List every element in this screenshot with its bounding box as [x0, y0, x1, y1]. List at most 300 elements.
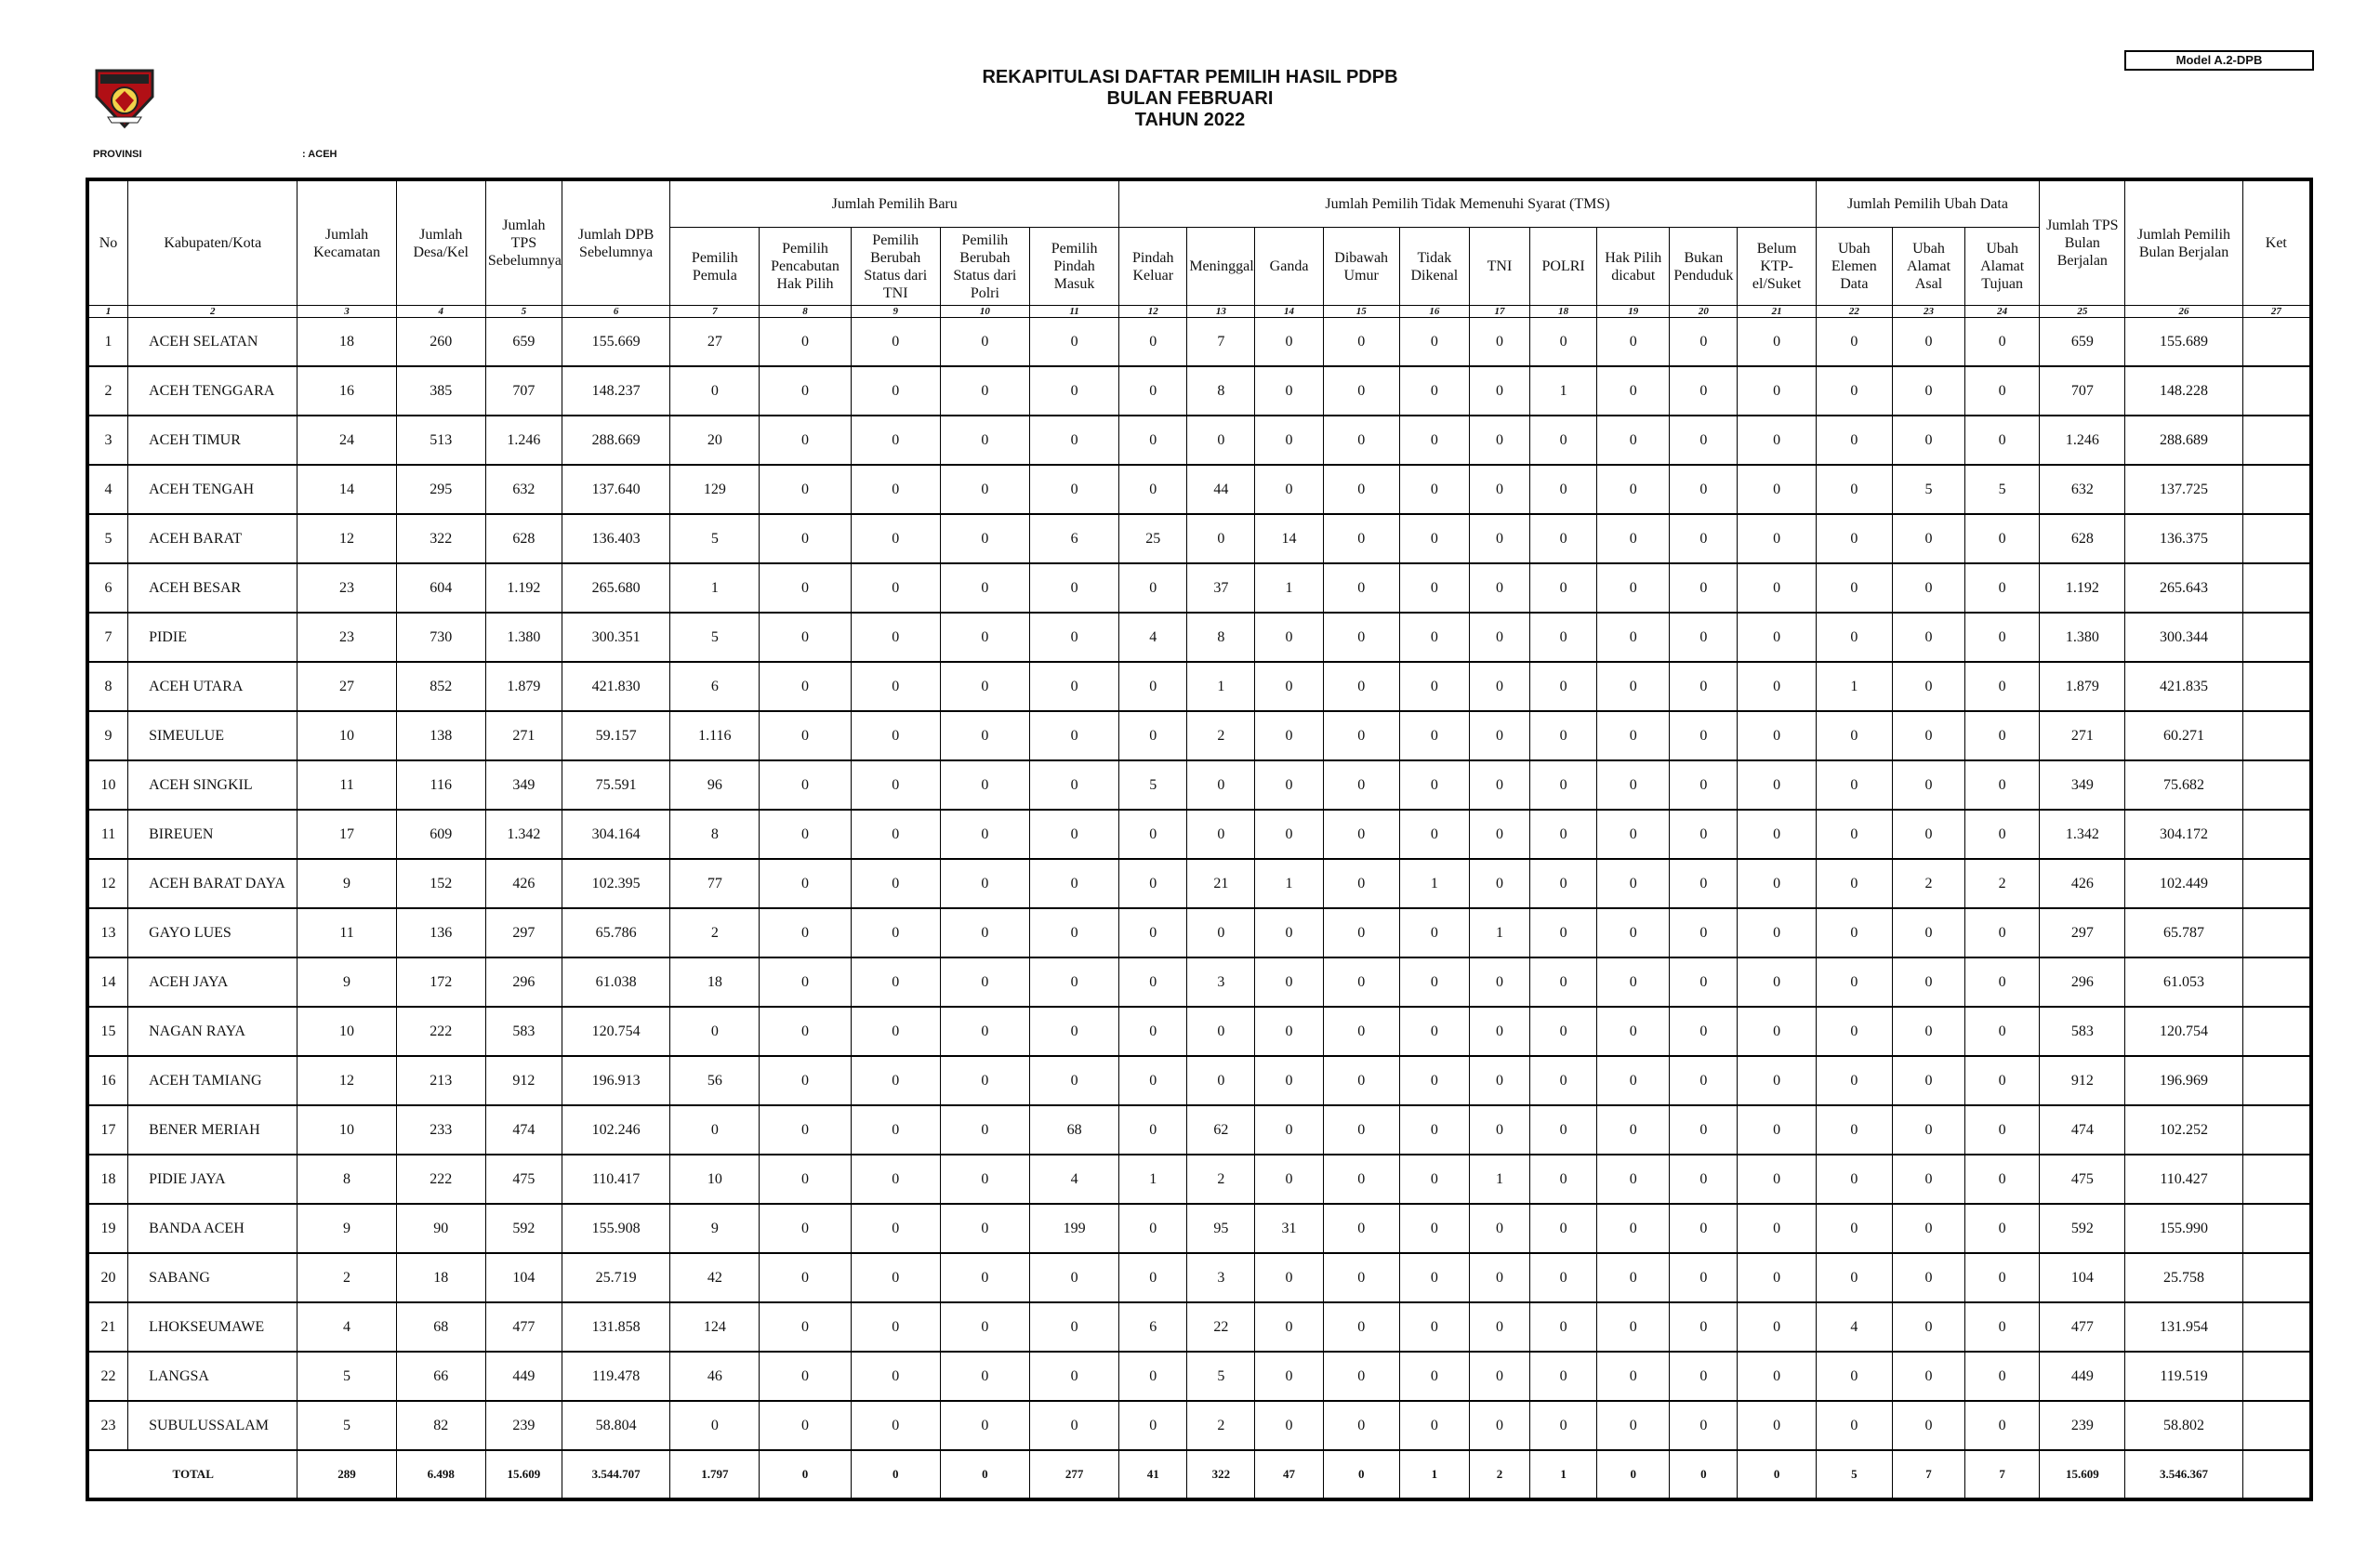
- table-cell: 10: [298, 1007, 396, 1056]
- table-cell: 421.835: [2125, 662, 2242, 711]
- table-cell: 31: [1255, 1204, 1323, 1253]
- table-cell: 119.478: [562, 1352, 669, 1401]
- table-cell: 172: [396, 957, 485, 1007]
- table-cell: 120.754: [562, 1007, 669, 1056]
- kabupaten-name-cell: ACEH BESAR: [128, 563, 298, 613]
- table-cell: 1: [1530, 366, 1597, 416]
- table-cell: 0: [940, 318, 1029, 367]
- table-cell: 0: [1255, 416, 1323, 465]
- table-cell: 1.246: [2040, 416, 2125, 465]
- table-cell: 23: [89, 1401, 128, 1450]
- provinsi-label: PROVINSI: [93, 149, 142, 160]
- kabupaten-name-cell: BIREUEN: [128, 810, 298, 859]
- column-number: 15: [1323, 306, 1399, 318]
- table-row: [89, 957, 2310, 1007]
- table-cell: 0: [1323, 318, 1399, 367]
- table-cell: 44: [1187, 465, 1255, 514]
- table-cell: [2242, 908, 2309, 957]
- col-header: POLRI: [1530, 228, 1597, 306]
- table-cell: 583: [485, 1007, 562, 1056]
- table-cell: 120.754: [2125, 1007, 2242, 1056]
- table-cell: 0: [1530, 613, 1597, 662]
- title-line-1: REKAPITULASI DAFTAR PEMILIH HASIL PDPB: [982, 67, 1398, 87]
- table-cell: 18: [670, 957, 760, 1007]
- table-cell: 1: [1255, 563, 1323, 613]
- table-cell: 2: [298, 1253, 396, 1302]
- table-cell: 11: [298, 908, 396, 957]
- table-cell: [2242, 1007, 2309, 1056]
- table-cell: 583: [2040, 1007, 2125, 1056]
- table-cell: [2242, 1302, 2309, 1352]
- table-cell: 0: [1469, 1352, 1529, 1401]
- table-cell: 0: [851, 1007, 940, 1056]
- table-cell: 0: [1323, 1155, 1399, 1204]
- table-cell: 912: [485, 1056, 562, 1105]
- table-cell: 5: [89, 514, 128, 563]
- table-cell: 0: [1738, 662, 1816, 711]
- table-row: [89, 1302, 2310, 1352]
- table-cell: 1: [1399, 859, 1469, 908]
- table-cell: 0: [1323, 810, 1399, 859]
- table-cell: 0: [1255, 1401, 1323, 1450]
- table-cell: 0: [1119, 711, 1187, 760]
- table-cell: 0: [940, 908, 1029, 957]
- table-cell: 0: [1530, 465, 1597, 514]
- table-cell: 0: [1530, 711, 1597, 760]
- table-row: [89, 1401, 2310, 1450]
- table-cell: 0: [851, 1155, 940, 1204]
- table-cell: 61.038: [562, 957, 669, 1007]
- table-cell: 75.682: [2125, 760, 2242, 810]
- provinsi-value: : ACEH: [302, 149, 337, 160]
- table-cell: 0: [1816, 465, 1892, 514]
- table-cell: 3: [1187, 1253, 1255, 1302]
- table-cell: 0: [1892, 1204, 1964, 1253]
- table-cell: 10: [670, 1155, 760, 1204]
- table-cell: 0: [1469, 366, 1529, 416]
- table-cell: 0: [1965, 908, 2040, 957]
- table-cell: 25.719: [562, 1253, 669, 1302]
- table-cell: 0: [1597, 662, 1670, 711]
- column-number: 23: [1892, 306, 1964, 318]
- column-number-row: [89, 306, 2310, 318]
- table-cell: 322: [396, 514, 485, 563]
- table-cell: 0: [760, 1352, 851, 1401]
- table-cell: 0: [1816, 1155, 1892, 1204]
- table-cell: 0: [1892, 908, 1964, 957]
- table-cell: 0: [1029, 1253, 1118, 1302]
- kabupaten-name-cell: ACEH TENGGARA: [128, 366, 298, 416]
- table-cell: 0: [1670, 859, 1738, 908]
- table-cell: 17: [89, 1105, 128, 1155]
- table-cell: 1.380: [2040, 613, 2125, 662]
- table-cell: 196.969: [2125, 1056, 2242, 1105]
- table-cell: 300.351: [562, 613, 669, 662]
- table-cell: 0: [1323, 662, 1399, 711]
- table-cell: 8: [89, 662, 128, 711]
- col-header: Ket: [2242, 181, 2309, 306]
- table-cell: 475: [2040, 1155, 2125, 1204]
- table-cell: 385: [396, 366, 485, 416]
- table-cell: 1.879: [2040, 662, 2125, 711]
- total-cell: 1: [1399, 1450, 1469, 1499]
- table-cell: 155.669: [562, 318, 669, 367]
- table-cell: 14: [1255, 514, 1323, 563]
- table-cell: 0: [1597, 760, 1670, 810]
- table-cell: 10: [298, 1105, 396, 1155]
- table-cell: [2242, 1155, 2309, 1204]
- table-cell: 0: [760, 711, 851, 760]
- table-cell: 0: [1738, 1253, 1816, 1302]
- table-cell: 449: [2040, 1352, 2125, 1401]
- table-cell: 0: [1399, 1253, 1469, 1302]
- table-cell: 0: [1469, 859, 1529, 908]
- table-cell: [2242, 416, 2309, 465]
- table-cell: 0: [1029, 662, 1118, 711]
- table-cell: 0: [851, 859, 940, 908]
- table-cell: 0: [1187, 810, 1255, 859]
- column-number: 25: [2040, 306, 2125, 318]
- table-cell: 0: [1399, 366, 1469, 416]
- group-header-tms: Jumlah Pemilih Tidak Memenuhi Syarat (TMS): [1119, 181, 1817, 228]
- table-cell: 90: [396, 1204, 485, 1253]
- table-cell: 4: [1816, 1302, 1892, 1352]
- total-cell: 7: [1892, 1450, 1964, 1499]
- table-cell: 0: [1965, 366, 2040, 416]
- table-cell: 152: [396, 859, 485, 908]
- table-cell: 0: [1323, 957, 1399, 1007]
- table-cell: 0: [1399, 1352, 1469, 1401]
- table-cell: 0: [1119, 318, 1187, 367]
- table-cell: 0: [1029, 810, 1118, 859]
- table-cell: 137.640: [562, 465, 669, 514]
- kabupaten-name-cell: ACEH SINGKIL: [128, 760, 298, 810]
- table-cell: 0: [1816, 1056, 1892, 1105]
- table-cell: 0: [1738, 318, 1816, 367]
- table-cell: 8: [298, 1155, 396, 1204]
- table-cell: 0: [1738, 465, 1816, 514]
- table-cell: 0: [1892, 1056, 1964, 1105]
- table-cell: 609: [396, 810, 485, 859]
- table-cell: 222: [396, 1155, 485, 1204]
- table-cell: 20: [670, 416, 760, 465]
- table-cell: 0: [760, 1302, 851, 1352]
- table-cell: 0: [1670, 1007, 1738, 1056]
- table-cell: 25: [1119, 514, 1187, 563]
- table-cell: 628: [2040, 514, 2125, 563]
- table-cell: 288.689: [2125, 416, 2242, 465]
- table-cell: 222: [396, 1007, 485, 1056]
- col-header: Ganda: [1255, 228, 1323, 306]
- table-cell: 0: [1738, 613, 1816, 662]
- table-cell: 0: [940, 514, 1029, 563]
- table-cell: 0: [1255, 1155, 1323, 1204]
- table-cell: 0: [1597, 318, 1670, 367]
- table-cell: 0: [1670, 318, 1738, 367]
- table-cell: 9: [298, 859, 396, 908]
- table-cell: 0: [1892, 366, 1964, 416]
- table-cell: 0: [1965, 760, 2040, 810]
- table-cell: 102.449: [2125, 859, 2242, 908]
- kabupaten-name-cell: ACEH TIMUR: [128, 416, 298, 465]
- col-header: Tidak Dikenal: [1399, 228, 1469, 306]
- table-cell: 0: [1597, 416, 1670, 465]
- table-cell: 1: [1255, 859, 1323, 908]
- table-row: [89, 1105, 2310, 1155]
- table-cell: 0: [1597, 1302, 1670, 1352]
- total-cell: 2: [1469, 1450, 1529, 1499]
- table-cell: 0: [1119, 1253, 1187, 1302]
- table-cell: 0: [1399, 318, 1469, 367]
- table-row: [89, 908, 2310, 957]
- table-cell: 8: [1187, 613, 1255, 662]
- table-cell: 0: [1816, 366, 1892, 416]
- table-cell: 592: [2040, 1204, 2125, 1253]
- table-cell: 0: [1816, 563, 1892, 613]
- table-cell: 0: [1816, 1352, 1892, 1401]
- table-cell: 95: [1187, 1204, 1255, 1253]
- model-label: Model A.2-DPB: [2124, 50, 2314, 71]
- table-cell: 0: [1399, 1401, 1469, 1450]
- table-cell: 0: [1965, 416, 2040, 465]
- table-cell: 0: [851, 1204, 940, 1253]
- table-cell: 77: [670, 859, 760, 908]
- table-cell: 0: [1670, 1302, 1738, 1352]
- table-cell: 0: [1469, 810, 1529, 859]
- table-cell: 0: [851, 416, 940, 465]
- table-cell: 0: [1892, 416, 1964, 465]
- kabupaten-name-cell: ACEH BARAT DAYA: [128, 859, 298, 908]
- total-cell: 5: [1816, 1450, 1892, 1499]
- kabupaten-name-cell: SIMEULUE: [128, 711, 298, 760]
- table-cell: [2242, 1253, 2309, 1302]
- table-cell: 0: [1597, 1253, 1670, 1302]
- table-cell: 155.908: [562, 1204, 669, 1253]
- table-cell: 0: [1738, 859, 1816, 908]
- table-cell: [2242, 366, 2309, 416]
- table-cell: 0: [1597, 465, 1670, 514]
- table-cell: 271: [2040, 711, 2125, 760]
- table-cell: 0: [1469, 465, 1529, 514]
- table-cell: 0: [1738, 514, 1816, 563]
- table-cell: 0: [851, 514, 940, 563]
- table-cell: 0: [1597, 1105, 1670, 1155]
- column-number: 26: [2125, 306, 2242, 318]
- table-cell: 0: [1816, 957, 1892, 1007]
- table-cell: 5: [670, 514, 760, 563]
- column-number: 21: [1738, 306, 1816, 318]
- total-cell: 0: [1597, 1450, 1670, 1499]
- table-cell: 0: [760, 563, 851, 613]
- table-cell: 3: [1187, 957, 1255, 1007]
- title-line-3: TAHUN 2022: [1134, 110, 1246, 130]
- table-cell: 0: [1323, 908, 1399, 957]
- table-cell: 0: [1469, 1056, 1529, 1105]
- table-cell: 0: [1965, 1056, 2040, 1105]
- total-cell: 15.609: [485, 1450, 562, 1499]
- column-number: 3: [298, 306, 396, 318]
- table-cell: 260: [396, 318, 485, 367]
- table-cell: 0: [1965, 563, 2040, 613]
- table-cell: 0: [1029, 1302, 1118, 1352]
- table-cell: 0: [1530, 1204, 1597, 1253]
- table-cell: 0: [1892, 810, 1964, 859]
- table-cell: 0: [1399, 1302, 1469, 1352]
- table-cell: 1.342: [485, 810, 562, 859]
- table-cell: 0: [1816, 1401, 1892, 1450]
- table-row: [89, 416, 2310, 465]
- table-cell: 0: [1323, 859, 1399, 908]
- table-cell: 0: [760, 1056, 851, 1105]
- table-cell: [2242, 711, 2309, 760]
- table-cell: 0: [1597, 1007, 1670, 1056]
- table-row: [89, 613, 2310, 662]
- table-cell: 707: [2040, 366, 2125, 416]
- table-cell: 0: [940, 563, 1029, 613]
- table-cell: 0: [1029, 318, 1118, 367]
- table-cell: 0: [1029, 1007, 1118, 1056]
- total-cell: 0: [940, 1450, 1029, 1499]
- table-cell: 0: [1323, 366, 1399, 416]
- table-cell: 0: [1323, 1105, 1399, 1155]
- table-cell: 426: [485, 859, 562, 908]
- table-cell: 0: [1399, 1204, 1469, 1253]
- table-cell: 632: [2040, 465, 2125, 514]
- table-cell: 0: [940, 1253, 1029, 1302]
- table-cell: 0: [1597, 1155, 1670, 1204]
- table-cell: 0: [851, 662, 940, 711]
- table-cell: 0: [1892, 760, 1964, 810]
- table-row: [89, 760, 2310, 810]
- table-cell: 0: [1399, 1056, 1469, 1105]
- table-row: [89, 1352, 2310, 1401]
- table-cell: 0: [1738, 1105, 1816, 1155]
- table-cell: 0: [1597, 711, 1670, 760]
- table-cell: 0: [760, 957, 851, 1007]
- table-cell: 0: [1119, 1105, 1187, 1155]
- total-cell: 322: [1187, 1450, 1255, 1499]
- table-cell: 0: [1029, 957, 1118, 1007]
- table-cell: 0: [1597, 514, 1670, 563]
- table-cell: 0: [1816, 760, 1892, 810]
- table-cell: 0: [1816, 711, 1892, 760]
- total-label: TOTAL: [89, 1450, 298, 1499]
- table-cell: [2242, 760, 2309, 810]
- table-cell: 0: [1816, 1253, 1892, 1302]
- table-cell: 0: [1119, 908, 1187, 957]
- table-cell: 730: [396, 613, 485, 662]
- column-number: 22: [1816, 306, 1892, 318]
- table-cell: 0: [760, 908, 851, 957]
- table-cell: 20: [89, 1253, 128, 1302]
- table-cell: 0: [1029, 416, 1118, 465]
- table-cell: 0: [1670, 514, 1738, 563]
- table-cell: 6: [89, 563, 128, 613]
- table-cell: 421.830: [562, 662, 669, 711]
- table-cell: 0: [851, 810, 940, 859]
- table-cell: 0: [1530, 1155, 1597, 1204]
- table-cell: 477: [485, 1302, 562, 1352]
- table-cell: 0: [1530, 563, 1597, 613]
- table-cell: 0: [1670, 662, 1738, 711]
- table-cell: 66: [396, 1352, 485, 1401]
- table-cell: 58.802: [2125, 1401, 2242, 1450]
- table-cell: 42: [670, 1253, 760, 1302]
- table-cell: 0: [1029, 613, 1118, 662]
- table-cell: 0: [851, 711, 940, 760]
- table-cell: 0: [1119, 1204, 1187, 1253]
- table-cell: 136.403: [562, 514, 669, 563]
- table-cell: 0: [940, 1302, 1029, 1352]
- table-cell: 5: [1892, 465, 1964, 514]
- table-cell: 474: [485, 1105, 562, 1155]
- kabupaten-name-cell: ACEH JAYA: [128, 957, 298, 1007]
- table-cell: 0: [940, 465, 1029, 514]
- table-cell: 0: [1670, 1253, 1738, 1302]
- table-cell: 0: [1399, 760, 1469, 810]
- table-cell: 0: [851, 318, 940, 367]
- table-cell: 0: [1029, 1056, 1118, 1105]
- table-cell: 13: [89, 908, 128, 957]
- table-cell: 513: [396, 416, 485, 465]
- col-header: Pemilih Pindah Masuk: [1029, 228, 1118, 306]
- kabupaten-name-cell: ACEH TENGAH: [128, 465, 298, 514]
- table-row: [89, 1253, 2310, 1302]
- table-cell: 0: [1530, 957, 1597, 1007]
- total-cell: 0: [760, 1450, 851, 1499]
- table-cell: 632: [485, 465, 562, 514]
- table-cell: 0: [1530, 1352, 1597, 1401]
- table-cell: 58.804: [562, 1401, 669, 1450]
- table-cell: 136: [396, 908, 485, 957]
- table-cell: 0: [1323, 1204, 1399, 1253]
- table-cell: 0: [1965, 1401, 2040, 1450]
- col-header: Ubah Elemen Data: [1816, 228, 1892, 306]
- table-cell: 0: [1670, 810, 1738, 859]
- table-cell: 0: [940, 810, 1029, 859]
- table-cell: [2242, 514, 2309, 563]
- table-cell: 5: [670, 613, 760, 662]
- table-cell: 0: [670, 1105, 760, 1155]
- kabupaten-name-cell: ACEH SELATAN: [128, 318, 298, 367]
- table-cell: 0: [1816, 318, 1892, 367]
- table-row: [89, 465, 2310, 514]
- table-cell: 46: [670, 1352, 760, 1401]
- column-number: 10: [940, 306, 1029, 318]
- table-cell: 0: [760, 318, 851, 367]
- group-header-pemilih-baru: Jumlah Pemilih Baru: [670, 181, 1119, 228]
- table-cell: 0: [1965, 1253, 2040, 1302]
- table-cell: 0: [1255, 908, 1323, 957]
- table-cell: 0: [1892, 1302, 1964, 1352]
- table-cell: 0: [1597, 1204, 1670, 1253]
- table-cell: 0: [1965, 1155, 2040, 1204]
- table-cell: 0: [1469, 514, 1529, 563]
- table-cell: 0: [851, 1352, 940, 1401]
- table-cell: 1: [1469, 1155, 1529, 1204]
- table-cell: 0: [851, 1105, 940, 1155]
- table-cell: 0: [1255, 1007, 1323, 1056]
- table-cell: 0: [1399, 613, 1469, 662]
- table-cell: 0: [851, 1401, 940, 1450]
- table-cell: 0: [760, 1204, 851, 1253]
- col-header: Belum KTP-el/Suket: [1738, 228, 1816, 306]
- table-cell: 82: [396, 1401, 485, 1450]
- table-cell: 0: [940, 859, 1029, 908]
- table-cell: 0: [1670, 1204, 1738, 1253]
- column-number: 18: [1530, 306, 1597, 318]
- table-cell: 0: [1323, 1401, 1399, 1450]
